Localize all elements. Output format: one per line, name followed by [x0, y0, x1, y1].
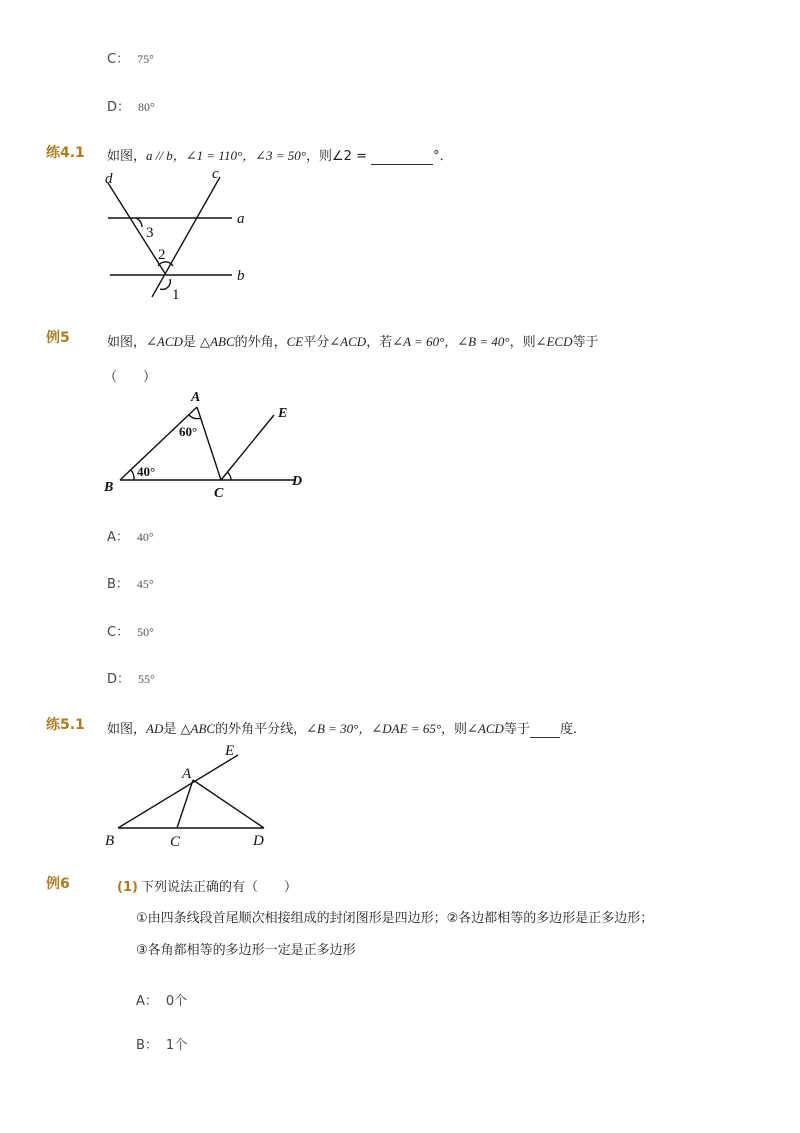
ray-be [118, 755, 238, 828]
statement-line-1: ①由四条线段首尾顺次相接组成的封闭图形是四边形；②各边都相等的多边形是正多边形； [136, 911, 654, 926]
option-letter: C： [107, 52, 130, 67]
option-c [107, 48, 154, 67]
option-d[interactable] [107, 668, 155, 687]
option-value: 0个 [165, 994, 188, 1009]
label-b: b [237, 268, 245, 284]
answer-blank[interactable] [530, 722, 560, 738]
label-C: C [170, 834, 181, 850]
option-value: 45° [136, 577, 154, 591]
option-b[interactable] [107, 573, 154, 592]
label-A: A [182, 766, 192, 782]
sub-question [117, 876, 297, 895]
label-D: D [253, 833, 264, 849]
line-c [152, 177, 220, 297]
label-d: d [105, 171, 113, 187]
external-bisector-figure [100, 738, 280, 858]
example-text: 如图，∠ACD是 △ABC的外角，CE平分∠ACD，若∠A = 60°，∠B = 40°，则∠ECD等于 [107, 334, 599, 350]
label-B: B [105, 833, 115, 849]
angle-b-arc [131, 470, 134, 480]
parallel-lines-figure [100, 165, 260, 305]
option-letter: D： [107, 672, 131, 687]
segment-ad [193, 780, 264, 828]
problem-tag: 练5.1 [46, 717, 85, 733]
option-d [107, 96, 155, 115]
problem-tag: 练4.1 [46, 145, 85, 161]
label-c: c [212, 166, 219, 182]
option-letter: B： [107, 577, 129, 592]
option-value: 80° [138, 100, 155, 114]
option-a[interactable] [107, 526, 154, 545]
option-letter: A： [107, 530, 129, 545]
problem-text: 如图，a // b，∠1 = 110°，∠3 = 50°，则∠2 = °． [107, 148, 453, 164]
label-E: E [278, 406, 288, 421]
option-c[interactable] [107, 621, 154, 640]
option-letter: B： [136, 1038, 158, 1053]
label-D: D [292, 474, 303, 489]
label-2: 2 [158, 247, 166, 263]
label-E: E [225, 743, 235, 759]
ray-ce [221, 415, 274, 480]
problem-text: 如图，AD是 △ABC的外角平分线，∠B = 30°，∠DAE = 65°，则∠ACD等于 度． [107, 721, 586, 737]
option-letter: D： [107, 100, 131, 115]
option-value: 50° [137, 625, 154, 639]
example-tag: 例5 [46, 330, 70, 346]
option-value: 75° [137, 52, 154, 66]
sub-question-number: (1) [117, 880, 138, 895]
answer-paren[interactable]: （ ） [104, 370, 157, 385]
angle-3-arc [136, 218, 142, 227]
label-angle-b: 40° [137, 464, 156, 479]
triangle-exterior-angle-figure [100, 385, 320, 505]
label-C: C [214, 486, 224, 501]
label-1: 1 [172, 287, 180, 303]
label-a: a [237, 211, 245, 227]
label-A: A [191, 390, 201, 405]
option-letter: A： [136, 994, 158, 1009]
statement-line-2: ③各角都相等的多边形一定是正多边形 [136, 943, 356, 958]
angle-ecd-arc [227, 472, 231, 480]
option-value: 55° [138, 672, 155, 686]
option-value: 40° [136, 530, 154, 544]
label-B: B [104, 480, 114, 495]
option-letter: C： [107, 625, 130, 640]
side-ab [120, 407, 197, 480]
label-3: 3 [146, 225, 154, 241]
option-value: 1个 [165, 1038, 188, 1053]
example-tag: 例6 [46, 876, 70, 892]
option-b[interactable] [136, 1034, 187, 1053]
sub-question-text: 下列说法正确的有（ ） [140, 880, 297, 895]
answer-blank[interactable] [371, 149, 433, 165]
option-a[interactable] [136, 990, 187, 1009]
label-angle-a: 60° [179, 424, 198, 439]
